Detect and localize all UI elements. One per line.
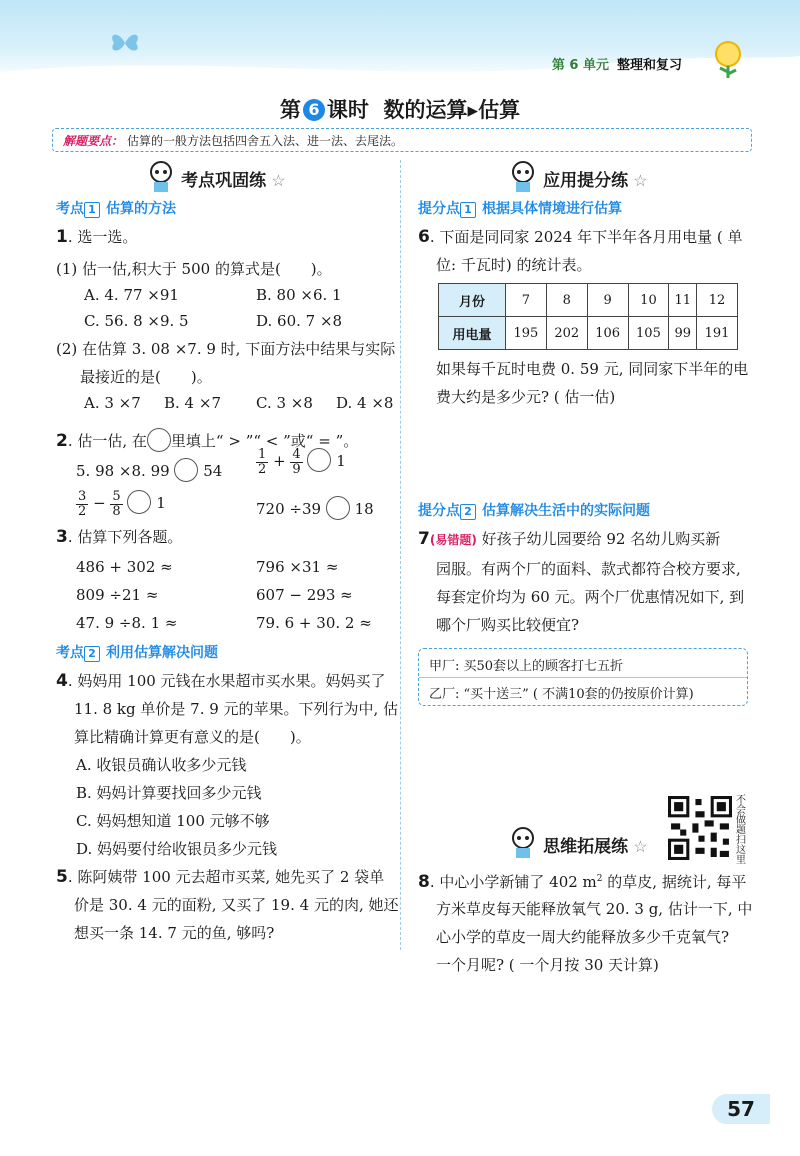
table-cell: 106 — [587, 317, 628, 350]
estimate-item: 809 ÷21 ≈ — [76, 586, 159, 604]
offer-factory-a: 甲厂: 买50套以上的顾客打七五折 — [429, 659, 624, 674]
table-cell: 195 — [506, 317, 547, 350]
estimate-item: 486 + 302 ≈ — [76, 558, 173, 576]
offer-factory-b: 乙厂: “买十送三” ( 不满10套的仍按原价计算) — [429, 687, 694, 702]
factory-offers-box — [418, 648, 748, 706]
question-1: 1. 选一选。 — [56, 227, 138, 247]
estimate-item: 79. 6 + 30. 2 ≈ — [256, 614, 372, 632]
table-row — [439, 317, 738, 350]
question-2: 2. 估一估, 在 里填上“ > ”“ < ”或“ = ”。 — [56, 428, 358, 452]
question-6-line2: 位: 千瓦时) 的统计表。 — [436, 256, 592, 274]
question-1-part-2-line2: 最接近的是( )。 — [80, 368, 212, 386]
unit-label: 第 6 单元 整理和复习 — [551, 58, 682, 73]
table-cell: 9 — [587, 284, 628, 317]
question-6: 6. 下面是同同家 2024 年下半年各月用电量 ( 单 — [418, 227, 743, 247]
question-6-line4: 费大约是多少元? ( 估一估) — [436, 388, 616, 406]
butterfly-icon — [108, 30, 142, 56]
score-point-1: 提分点 1 根据具体情境进行估算 — [418, 201, 622, 217]
question-4: 4. 妈妈用 100 元钱在水果超市买水果。妈妈买了 — [56, 671, 386, 691]
question-3: 3. 估算下列各题。 — [56, 527, 183, 547]
key-point-2: 考点 2 利用估算解决问题 — [56, 645, 218, 661]
table-row — [439, 284, 738, 317]
table-cell: 202 — [546, 317, 587, 350]
table-header-cell: 月份 — [439, 284, 506, 317]
lesson-number-badge: 6 — [303, 99, 325, 121]
mascot-icon — [508, 160, 538, 194]
question-4-line2: 11. 8 kg 单价是 7. 9 元的苹果。下列行为中, 估 — [74, 700, 399, 718]
question-5-line2: 价是 30. 4 元的面粉, 又买了 19. 4 元的肉, 她还 — [74, 896, 399, 914]
question-6-line3: 如果每千瓦时电费 0. 59 元, 同同家下半年的电 — [436, 360, 749, 378]
qr-hint-text: 不会做题扫这里 — [736, 795, 746, 866]
electricity-usage-table — [438, 283, 738, 350]
estimate-item: 607 − 293 ≈ — [256, 586, 353, 604]
option: A. 3 ×7 — [84, 394, 141, 412]
option: C. 3 ×8 — [256, 394, 313, 412]
question-8-line4: 一个月呢? ( 一个月按 30 天计算) — [436, 956, 659, 974]
estimate-item: 47. 9 ÷8. 1 ≈ — [76, 614, 178, 632]
table-cell: 8 — [546, 284, 587, 317]
table-cell: 12 — [697, 284, 738, 317]
question-7-line2: 园服。有两个厂的面料、款式都符合校方要求, — [436, 560, 741, 578]
page-number: 57 — [712, 1094, 770, 1124]
option: C. 56. 8 ×9. 5 — [84, 312, 189, 330]
score-point-2: 提分点 2 估算解决生活中的实际问题 — [418, 503, 650, 519]
compare-item: $\frac{1}{2}$ + $\frac{4}{9}$ 1 — [258, 446, 346, 477]
blank-circle[interactable] — [326, 496, 350, 520]
mascot-icon — [508, 826, 538, 860]
section-header-extend: 思维拓展练 ☆ — [508, 826, 648, 860]
solving-tip-box: 解题要点： 估算的一般方法包括四舍五入法、进一法、去尾法。 — [52, 128, 752, 152]
option: D. 60. 7 ×8 — [256, 312, 343, 330]
question-8-line2: 方米草皮每天能释放氧气 20. 3 g, 估计一下, 中 — [436, 900, 753, 918]
option: B. 4 ×7 — [164, 394, 221, 412]
error-prone-tag: (易错题) — [429, 533, 477, 547]
table-cell: 105 — [628, 317, 669, 350]
compare-item: 720 ÷39 18 — [256, 496, 374, 520]
question-1-part-1: (1) 估一估,积大于 500 的算式是( )。 — [56, 260, 332, 278]
question-5: 5. 陈阿姨带 100 元去超市买菜, 她先买了 2 袋单 — [56, 867, 385, 887]
table-header-cell: 用电量 — [439, 317, 506, 350]
question-4-line3: 算比精确计算更有意义的是( )。 — [74, 728, 311, 746]
blank-circle[interactable] — [174, 458, 198, 482]
option: C. 妈妈想知道 100 元够不够 — [76, 812, 270, 830]
question-7-line3: 每套定价均为 60 元。两个厂优惠情况如下, 到 — [436, 588, 745, 606]
question-8-line3: 心小学的草皮一周大约能释放多少千克氧气? — [436, 928, 730, 946]
blank-circle[interactable] — [307, 448, 331, 472]
option: D. 妈妈要付给收银员多少元钱 — [76, 840, 278, 858]
question-5-line3: 想买一条 14. 7 元的鱼, 够吗? — [74, 924, 275, 942]
mascot-icon — [146, 160, 176, 194]
table-cell: 99 — [669, 317, 697, 350]
option: A. 收银员确认收多少元钱 — [76, 756, 247, 774]
qr-code-icon[interactable] — [668, 796, 732, 860]
sun-flower-icon — [706, 36, 750, 80]
column-divider — [400, 160, 401, 950]
question-8: 8. 中心小学新铺了 402 $m^2$ 的草皮, 据统计, 每平 — [418, 872, 747, 892]
option: B. 80 ×6. 1 — [256, 286, 342, 304]
option: A. 4. 77 ×91 — [84, 286, 179, 304]
blank-circle[interactable] — [147, 428, 171, 452]
key-point-1: 考点 1 估算的方法 — [56, 201, 176, 217]
blank-circle[interactable] — [127, 490, 151, 514]
question-7-line4: 哪个厂购买比较便宜? — [436, 616, 580, 634]
option: B. 妈妈计算要找回多少元钱 — [76, 784, 262, 802]
table-cell: 11 — [669, 284, 697, 317]
table-cell: 10 — [628, 284, 669, 317]
question-1-part-2: (2) 在估算 3. 08 ×7. 9 时, 下面方法中结果与实际 — [56, 340, 396, 358]
table-cell: 191 — [697, 317, 738, 350]
section-header-consolidate: 考点巩固练 ☆ — [146, 160, 286, 194]
compare-item: 5. 98 ×8. 99 54 — [76, 458, 222, 482]
compare-item: $\frac{3}{2}$ − $\frac{5}{8}$ 1 — [78, 488, 166, 519]
estimate-item: 796 ×31 ≈ — [256, 558, 339, 576]
lesson-title: 第 6 课时 数的运算▸估算 — [279, 98, 521, 122]
question-7: 7(易错题) 好孩子幼儿园要给 92 名幼儿购买新 — [418, 529, 721, 549]
section-header-apply: 应用提分练 ☆ — [508, 160, 648, 194]
table-cell: 7 — [506, 284, 547, 317]
option: D. 4 ×8 — [336, 394, 394, 412]
